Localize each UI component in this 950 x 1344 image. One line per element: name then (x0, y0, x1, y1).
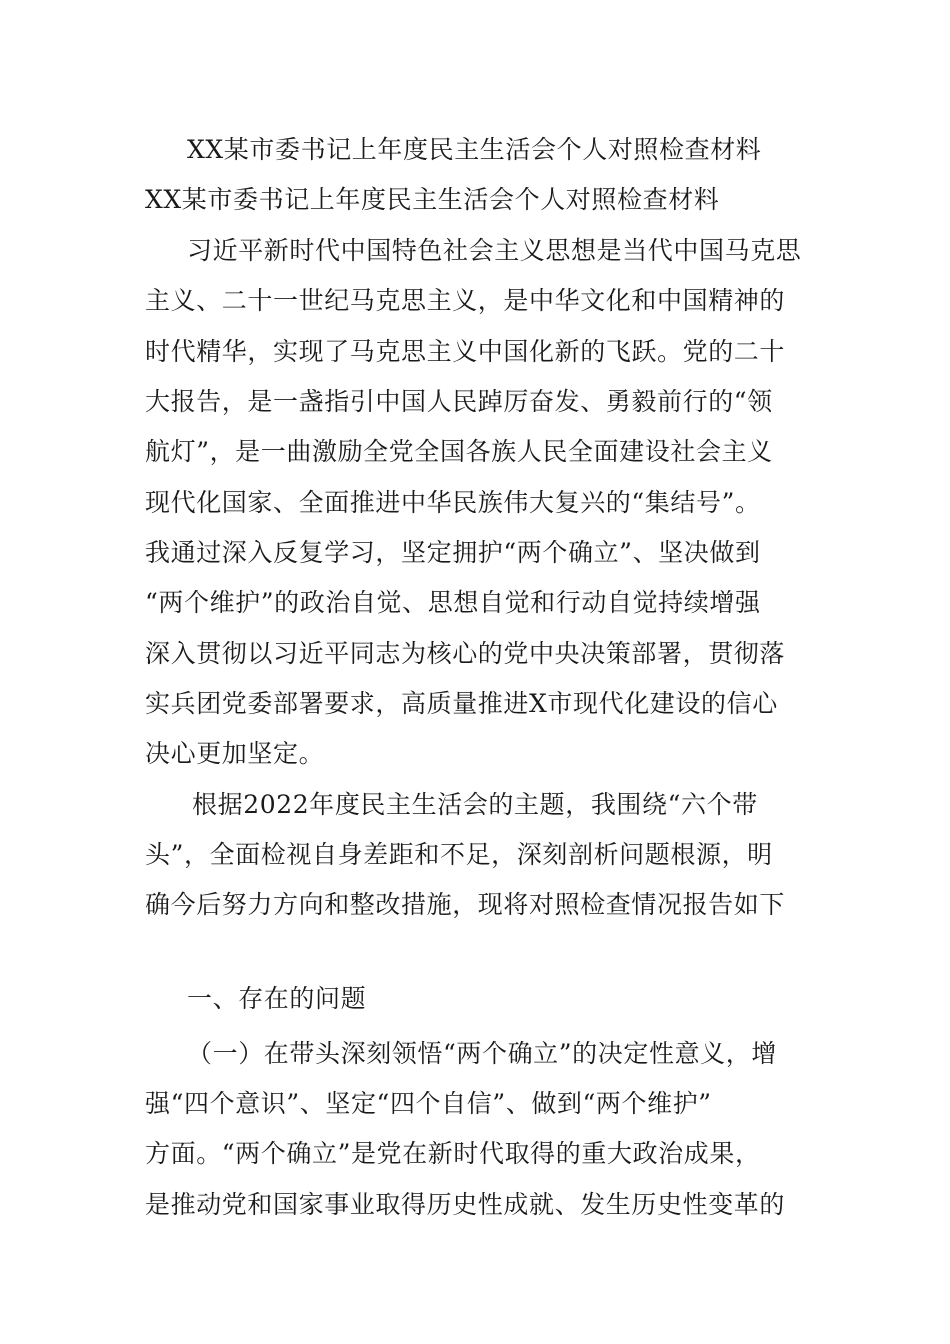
section-heading: 一、存在的问题 (187, 984, 367, 1013)
paragraph-1-line: 我通过深入反复学习，坚定拥护“两个确立”、坚决做到 (145, 538, 761, 567)
paragraph-1-line: 主义、二十一世纪马克思主义，是中华文化和中国精神的 (145, 286, 786, 315)
paragraph-1-line: 习近平新时代中国特色社会主义思想是当代中国马克思 (187, 236, 802, 265)
paragraph-3-line: 方面。“两个确立”是党在新时代取得的重大政治成果， (145, 1139, 761, 1168)
paragraph-1-line: 大报告，是一盏指引中国人民踔厉奋发、勇毅前行的“领 (145, 387, 773, 416)
paragraph-1-line: “两个维护”的政治自觉、思想自觉和行动自觉持续增强 (145, 588, 761, 617)
paragraph-1-line: 航灯”，是一曲激励全党全国各族人民全面建设社会主义 (145, 437, 773, 466)
paragraph-3-line: （一）在带头深刻领悟“两个确立”的决定性意义，增 (187, 1039, 777, 1068)
paragraph-2-line: 头”，全面检视自身差距和不足，深刻剖析问题根源，明 (145, 840, 773, 869)
paragraph-1-line: 决心更加坚定。 (145, 739, 325, 768)
paragraph-2-line: 根据2022年度民主生活会的主题，我围绕“六个带 (192, 790, 758, 819)
paragraph-3-line: 是推动党和国家事业取得历史性成就、发生历史性变革的 (145, 1190, 786, 1219)
document-subtitle: XX某市委书记上年度民主生活会个人对照检查材料 (145, 185, 720, 214)
paragraph-2-line: 确今后努力方向和整改措施，现将对照检查情况报告如下 (145, 890, 786, 919)
document-title: XX某市委书记上年度民主生活会个人对照检查材料 (187, 135, 762, 164)
paragraph-1-line: 实兵团党委部署要求，高质量推进X市现代化建设的信心 (145, 689, 778, 718)
paragraph-3-line: 强“四个意识”、坚定“四个自信”、做到“两个维护” (145, 1089, 712, 1118)
paragraph-1-line: 现代化国家、全面推进中华民族伟大复兴的“集结号”。 (145, 488, 761, 517)
paragraph-1-line: 时代精华，实现了马克思主义中国化新的飞跃。党的二十 (145, 337, 786, 366)
paragraph-1-line: 深入贯彻以习近平同志为核心的党中央决策部署，贯彻落 (145, 639, 786, 668)
